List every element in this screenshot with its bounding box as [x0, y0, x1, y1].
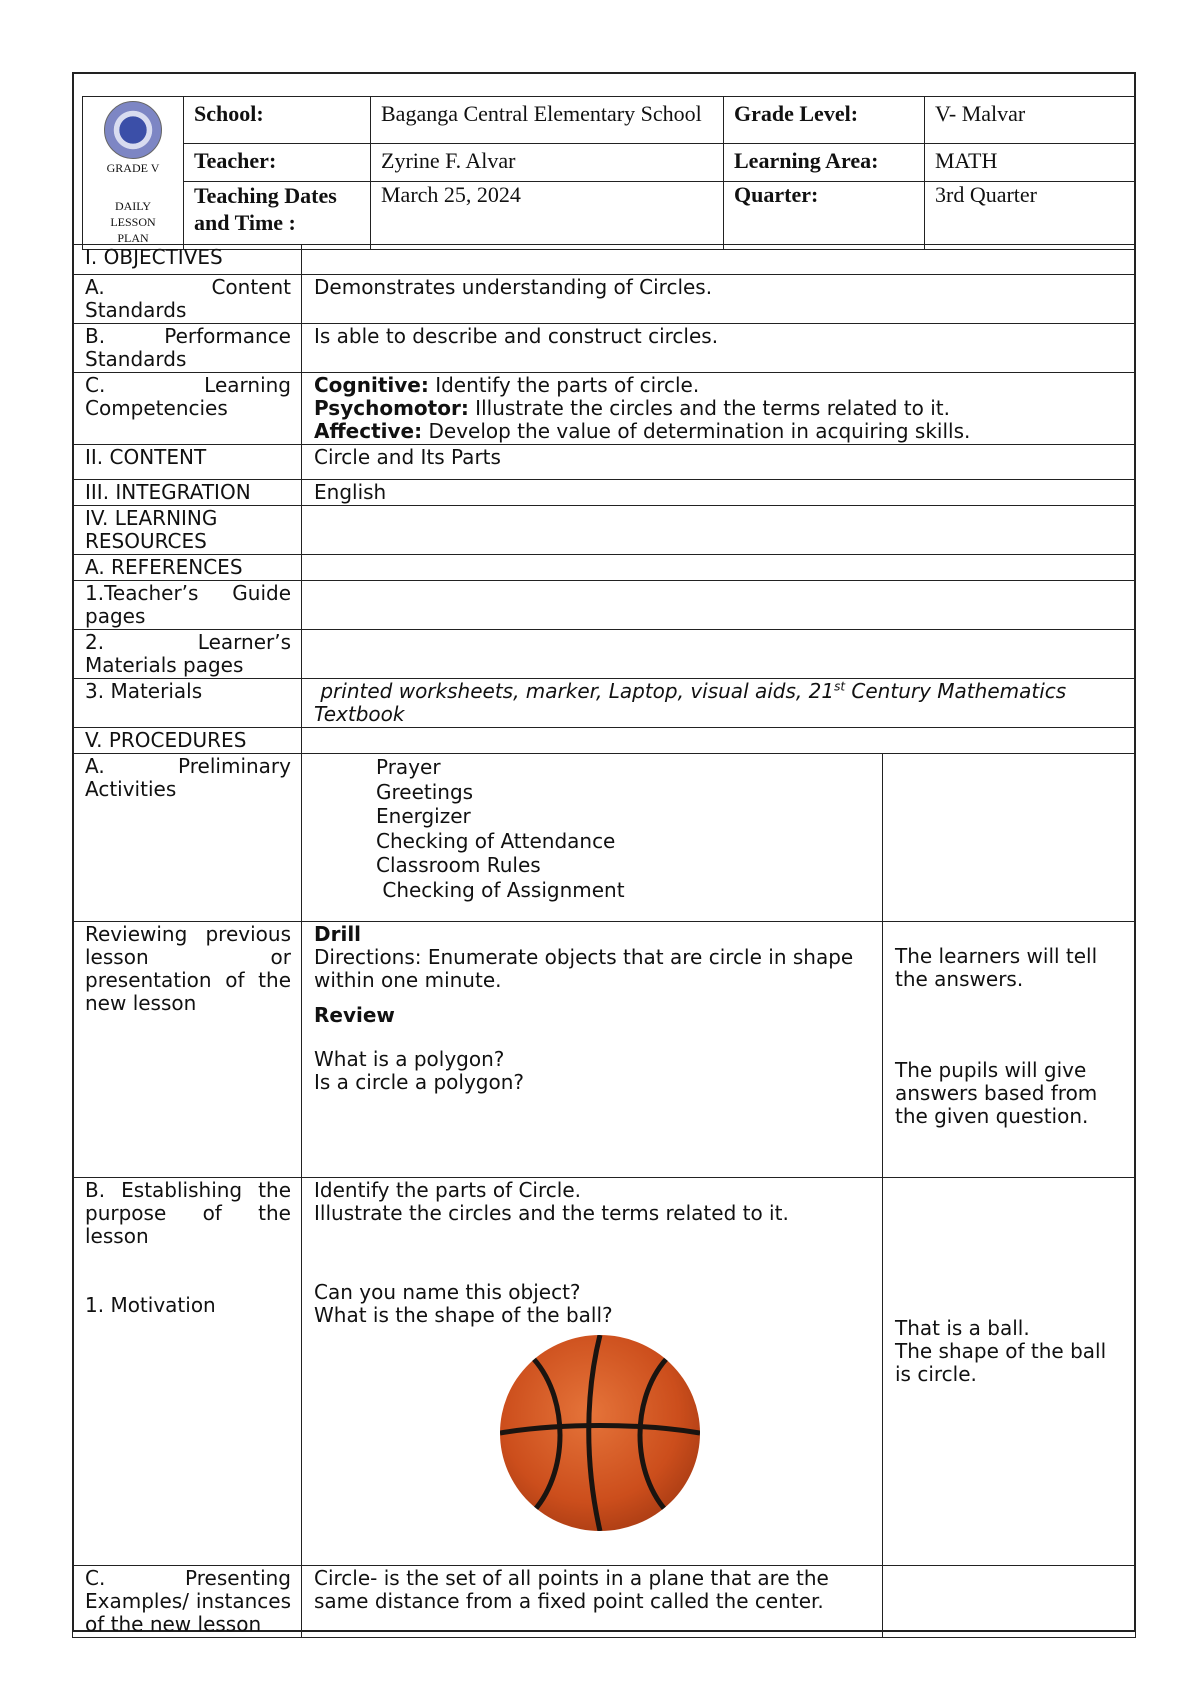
list-item: Checking of Assignment [376, 877, 625, 902]
basketball-image [500, 1335, 700, 1531]
content-label: II. CONTENT [73, 445, 302, 480]
area-value: MATH [925, 144, 1136, 181]
deped-seal-icon [104, 101, 162, 159]
header-table [82, 96, 1136, 250]
objectives-label: I. OBJECTIVES [73, 245, 302, 275]
list-item: Checking of Attendance [376, 828, 616, 853]
list-item: Prayer [376, 755, 441, 779]
grade-value: V- Malvar [925, 97, 1136, 144]
teachers-guide-label: 1.Teacher’s Guide pages [73, 581, 302, 630]
materials-label: 3. Materials [73, 679, 302, 728]
competencies-label: C. Learning Competencies [73, 373, 302, 445]
reviewing-label: Reviewing previous lesson or presentation of the new lesson [73, 922, 302, 1178]
list-item: Classroom Rules [376, 853, 541, 877]
content-standards-label: A. Content Standards [73, 275, 302, 324]
purpose-cell: Identify the parts of Circle. Illustrate the circles and the terms related to it. Can you name this object? What is the shape of the ball? [302, 1178, 883, 1566]
list-item: Energizer [376, 804, 471, 828]
materials-value: printed worksheets, marker, Laptop, visual aids, 21st Century Mathematics Textbook [302, 679, 1136, 728]
performance-standards-label: B. Performance Standards [73, 324, 302, 373]
area-label: Learning Area: [724, 144, 925, 181]
logo-grade: GRADE V [106, 161, 160, 175]
performance-standards-value: Is able to describe and construct circles. [302, 324, 1136, 373]
drill-response-cell: The learners will tell the answers. The pupils will give answers based from the given question. [883, 922, 1136, 1178]
quarter-label: Quarter: [724, 181, 925, 250]
presenting-examples-label: C. Presenting Examples/ instances of the new lesson [73, 1566, 302, 1638]
grade-label: Grade Level: [724, 97, 925, 144]
teacher-value: Zyrine F. Alvar [371, 144, 724, 181]
content-value: Circle and Its Parts [302, 445, 1136, 480]
preliminary-list [302, 754, 883, 922]
procedures-label: V. PROCEDURES [73, 728, 302, 754]
teacher-label: Teacher: [184, 144, 371, 181]
dates-label: Teaching Dates and Time : [184, 181, 371, 250]
motivation-response-cell: That is a ball. The shape of the ball is circle. [883, 1178, 1136, 1566]
integration-label: III. INTEGRATION [73, 480, 302, 506]
dates-value: March 25, 2024 [371, 181, 724, 250]
logo-cell: GRADE V DAILY LESSON PLAN [83, 97, 184, 250]
establishing-purpose-label: B. Establishing the purpose of the lesson 1. Motivation [73, 1178, 302, 1566]
learners-materials-label: 2. Learner’s Materials pages [73, 630, 302, 679]
quarter-value: 3rd Quarter [925, 181, 1136, 250]
motivation-label: 1. Motivation [85, 1293, 216, 1317]
lesson-table [72, 244, 1136, 1638]
list-item: Greetings [376, 779, 474, 804]
references-label: A. REFERENCES [73, 555, 302, 581]
content-standards-value: Demonstrates understanding of Circles. [302, 275, 1136, 324]
preliminary-label: A. Preliminary Activities [73, 754, 302, 922]
school-label: School: [184, 97, 371, 144]
school-value: Baganga Central Elementary School [371, 97, 724, 144]
drill-review-cell: Drill Directions: Enumerate objects that are circle in shape within one minute. Review What is a polygon? Is a circle a polygon? [302, 922, 883, 1178]
learning-resources-label: IV. LEARNING RESOURCES [73, 506, 302, 555]
presenting-examples-value: Circle- is the set of all points in a plane that are the same distance from a fixed point called the center. [302, 1566, 883, 1638]
integration-value: English [302, 480, 1136, 506]
competencies-value: Cognitive: Identify the parts of circle. Psychomotor: Illustrate the circles and the terms related to it. Affective: Develop the value of determination in acquiring skills. [302, 373, 1136, 445]
